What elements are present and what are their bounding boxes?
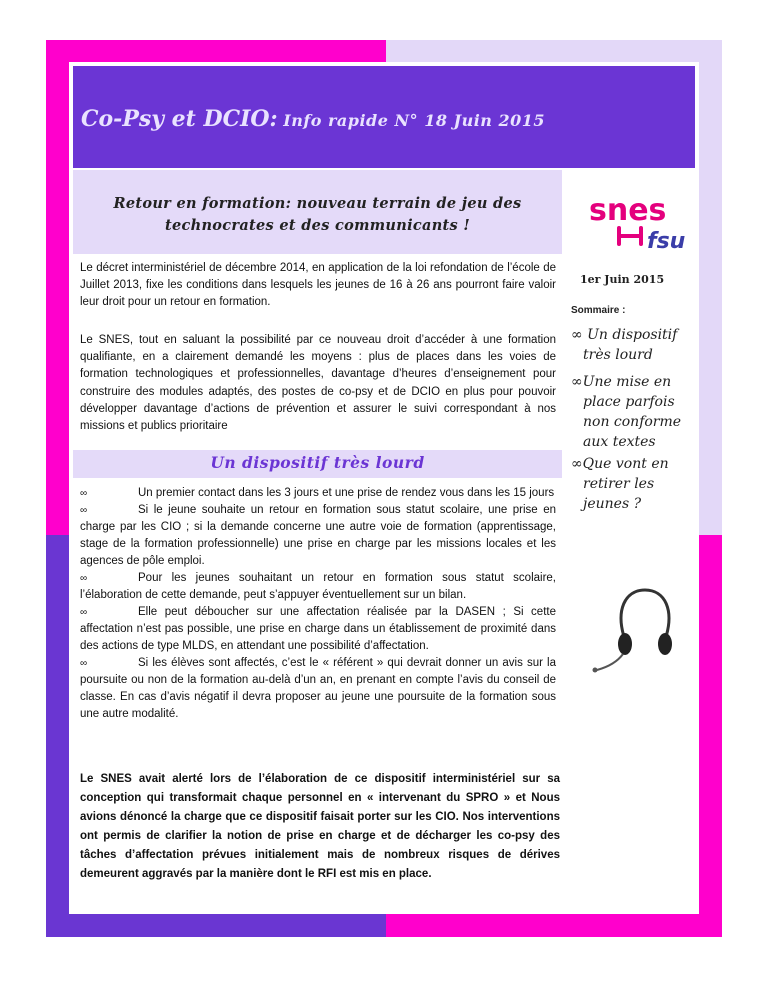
page-title	[81, 106, 545, 132]
issue-date: 1er Juin 2015	[580, 273, 665, 286]
infinity-bullet-icon: ∞	[80, 488, 88, 499]
logo-text-fsu: fsu	[647, 229, 686, 254]
intro-paragraph-2: Le SNES, tout en saluant la possibilité par ce nouveau droit d’accéder à une formation qualifiante, en a clairement demandé les moyens : plus de places dans les voies de formation technologiques et professionnelles, davantage d’heures d’enseignement pour construire des modules adaptés, des postes de co-psy et de DCIO en plus pour pouvoir développer davantage d’actions de prévention et assurer le suivi correspondant à nos missions et publics prioritaire	[80, 334, 556, 433]
summary-item-text: ∞ Un dispositif très lourd	[571, 327, 678, 363]
list-item	[80, 604, 556, 655]
title-main: Co-Psy et DCIO:	[81, 106, 278, 132]
summary-item-text: ∞Que vont en retirer les jeunes ?	[571, 456, 669, 512]
list-item	[80, 655, 556, 723]
bullet-list	[80, 485, 556, 723]
summary-item	[571, 454, 701, 514]
header-banner	[73, 66, 695, 168]
logo-text-snes: snes	[589, 193, 667, 228]
summary-item-text: ∞Une mise en place parfois non conforme aux textes	[571, 374, 682, 450]
article-title	[73, 193, 562, 237]
section-heading: Un dispositif très lourd	[210, 453, 425, 472]
list-item-text: Si le jeune souhaite un retour en formation sous statut scolaire, une prise en charge par les CIO ; si la demande concerne une autre voie de formation (apprentissage, stage de la formation professionnelle) une prise en charge par les missions locales et les agences de pôle emploi.	[80, 504, 556, 567]
article-title-line2: technocrates et des communicants !	[164, 217, 471, 234]
list-item	[80, 502, 556, 570]
article-title-line1: Retour en formation: nouveau terrain de jeu des	[113, 195, 522, 212]
section-heading-box	[73, 450, 562, 478]
list-item-text: Elle peut déboucher sur une affectation réalisée par la DASEN ; Si cette affectation n’est pas possible, une prise en charge dans un établissement de proximité dans des actions de type MLDS, en attendant une possibilité d’affectation.	[80, 606, 556, 652]
summary-item	[571, 325, 701, 365]
conclusion-paragraph: Le SNES avait alerté lors de l’élaboration de ce dispositif interministériel sur sa conception qui transformait chaque personnel en « intervenant du SPRO » et Nous avions dénoncé la charge que ce dispositif faisait porter sur les CIO. Nos interventions ont permis de clarifier la notion de prise en charge et de décharger les co-psy des tâches d’affectation prévues initialement mais de nombreux risques de dérives demeurent aggravés par la manière dont le RFI est mis en place.	[80, 773, 560, 880]
list-item-text: Si les élèves sont affectés, c’est le « référent » qui devrait donner un avis sur la poursuite ou non de la formation au-delà d’un an, en prenant en compte l’avis du conseil de classe. En cas d’avis négatif il devra proposer au jeune une poursuite de la formation sous une autre modalité.	[80, 657, 556, 720]
infinity-bullet-icon: ∞	[80, 607, 88, 618]
summary-item	[571, 372, 701, 452]
list-item-text: Pour les jeunes souhaitant un retour en formation sous statut scolaire, l’élaboration de cette demande, peut s’appuyer éventuellement sur un bilan.	[80, 572, 556, 601]
title-rest: Info rapide N° 18 Juin 2015	[283, 111, 546, 130]
infinity-bullet-icon: ∞	[80, 573, 88, 584]
headset-icon	[585, 570, 695, 680]
infinity-bullet-icon: ∞	[80, 505, 88, 516]
intro-paragraph-1: Le décret interministériel de décembre 2014, en application de la loi refondation de l’école de Juillet 2013, fixe les conditions dans lesquels les jeunes de 16 à 26 ans pourront faire valoir leur droit pour un retour en formation.	[80, 262, 556, 309]
article-title-box	[73, 170, 562, 254]
summary-label: Sommaire :	[571, 305, 626, 316]
list-item	[80, 485, 556, 502]
snes-fsu-logo	[585, 186, 695, 258]
list-item-text: Un premier contact dans les 3 jours et une prise de rendez vous dans les 15 jours	[138, 487, 555, 499]
infinity-bullet-icon: ∞	[80, 658, 88, 669]
list-item	[80, 570, 556, 604]
